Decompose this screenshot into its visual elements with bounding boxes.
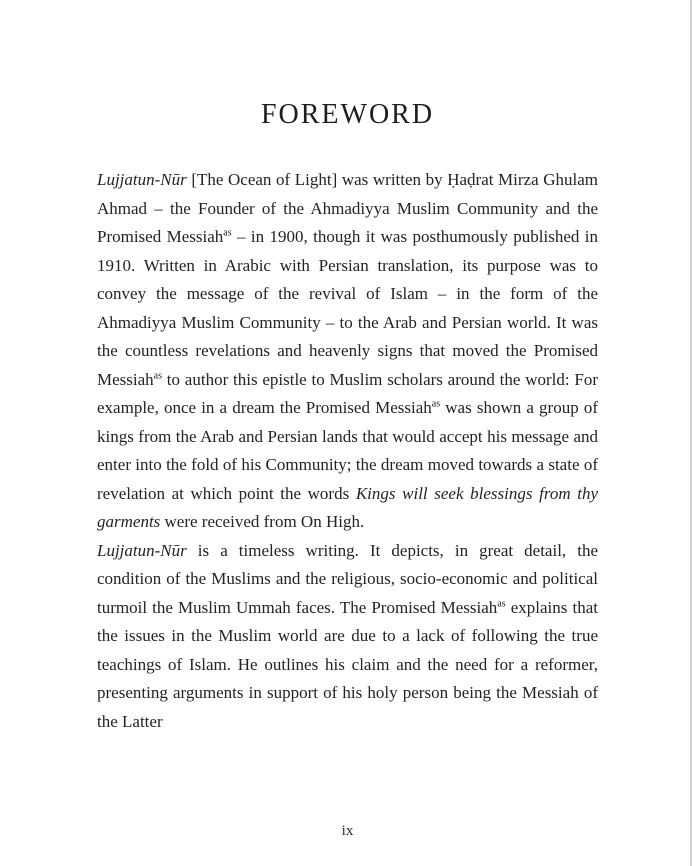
paragraph: Lujjatun-Nūr [The Ocean of Light] was written by Ḥaḍrat Mirza Ghulam Ahmad – the Founder of the Ahmadiyya Muslim Community and the Promised Messiah$^{as}$ – in 1900, though it was posthumously published in 1910. Written in Arabic with Persian translation, its purpose was to convey the message of the revival of Islam – in the form of the Ahmadiyya Muslim Community – to the Arab and Persian world. It was the countless revelations and heavenly signs that moved the Promised Messiah$^{as}$ to author this epistle to Muslim scholars around the world: For example, once in a dream the Promised Messiah$^{as}$ was shown a group of kings from the Arab and Persian lands that would accept his message and enter into the fold of his Community; the dream moved towards a state of revelation at which point the words Kings will seek blessings from thy garments were received from On High.: [97, 170, 599, 531]
paragraph: Lujjatun-Nūr is a timeless writing. It depicts, in great detail, the condition of the Muslims and the religious, socio-economic and political turmoil the Muslim Ummah faces. The Promised Messiah$^{as}$ explains that the issues in the Muslim world are due to a lack of following the true teachings of Islam. He outlines his claim and the need for a reformer, presenting arguments in support of his holy person being the Messiah of the Latter: [97, 540, 598, 731]
body-text: [97, 166, 598, 736]
page-title: FOREWORD: [260, 98, 435, 130]
page-number: ix: [341, 823, 354, 839]
page-edge-line: [690, 0, 692, 866]
